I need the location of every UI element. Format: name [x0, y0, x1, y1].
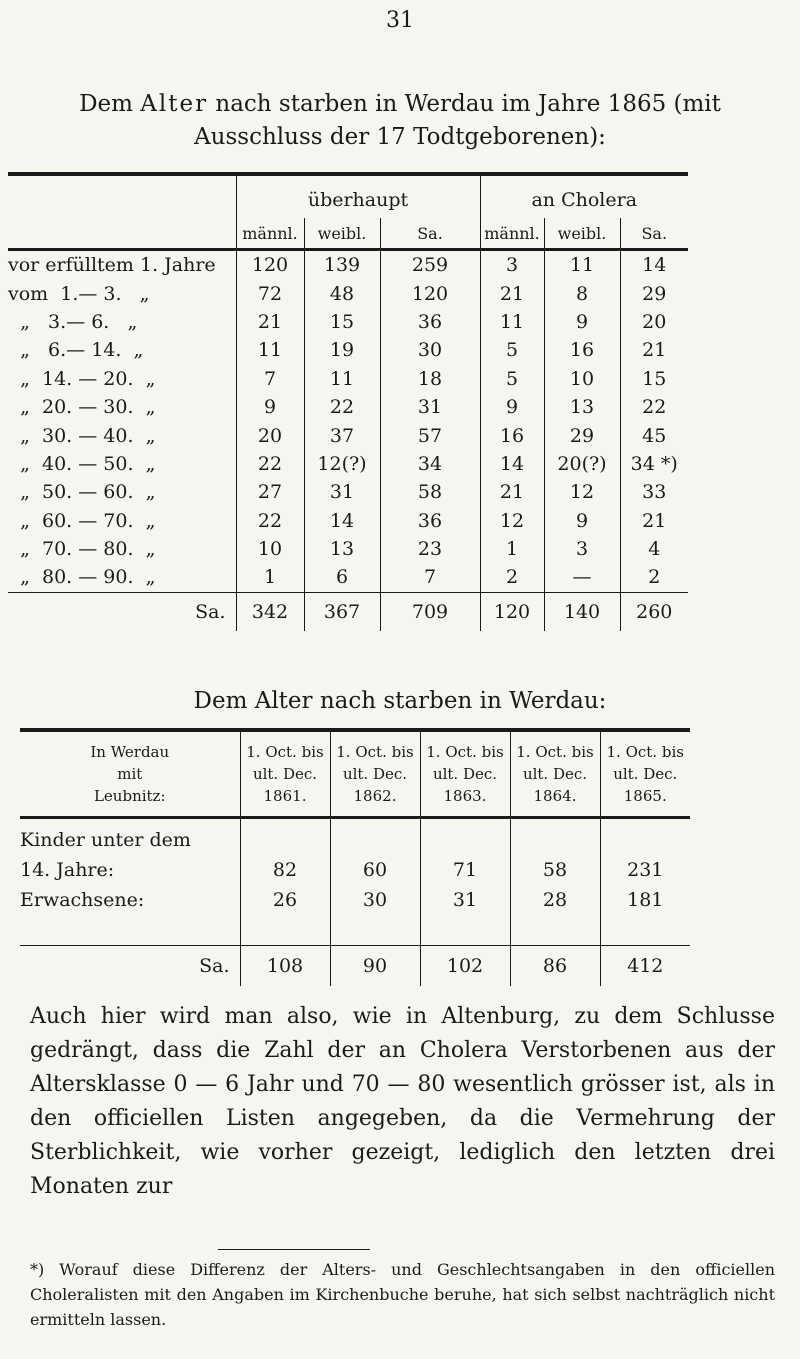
cell: 3 — [480, 250, 544, 280]
sum-cell: 709 — [380, 592, 480, 631]
cell: 82 — [240, 855, 330, 885]
sum-cell: 90 — [330, 946, 420, 987]
cell: 60 — [330, 855, 420, 885]
cell: 30 — [330, 885, 420, 915]
cell: 57 — [380, 421, 480, 449]
cell: 23 — [380, 535, 480, 563]
row-label: vom 1.— 3. „ — [8, 282, 150, 305]
table-row — [8, 365, 688, 393]
table-row — [8, 336, 688, 364]
sum-label: Sa. — [20, 946, 240, 987]
sum-cell: 120 — [480, 592, 544, 631]
table-row — [8, 563, 688, 592]
cell: 7 — [236, 365, 304, 393]
col-header: Sa. — [620, 218, 688, 250]
table-row — [8, 250, 688, 280]
table-row — [8, 535, 688, 563]
cell: 20(?) — [544, 450, 620, 478]
cell: 20 — [236, 421, 304, 449]
cell: 3 — [544, 535, 620, 563]
period-header: 1. Oct. bis ult. Dec. 1863. — [420, 732, 510, 818]
col-header: männl. — [480, 218, 544, 250]
cell: 7 — [380, 563, 480, 592]
sum-cell: 260 — [620, 592, 688, 631]
cell: 58 — [510, 855, 600, 885]
cell: 5 — [480, 365, 544, 393]
cell: 30 — [380, 336, 480, 364]
page-number: 31 — [386, 8, 414, 33]
cell: 259 — [380, 250, 480, 280]
row-label: „ 30. — 40. „ — [8, 424, 156, 447]
table1-title-line2: Ausschluss der 17 Todtgeborenen): — [194, 124, 606, 150]
group-header-overall: überhaupt — [236, 176, 480, 218]
cell: 34 *) — [620, 450, 688, 478]
cell: 15 — [304, 308, 380, 336]
cell: 16 — [480, 421, 544, 449]
row-label: „ 6.— 14. „ — [8, 339, 144, 362]
table-row — [20, 885, 690, 915]
cell: 13 — [544, 393, 620, 421]
cell: 33 — [620, 478, 688, 506]
cell: 31 — [304, 478, 380, 506]
group-header-cholera: an Cholera — [480, 176, 688, 218]
age-deaths-table-1865 — [8, 172, 688, 631]
cell: 1 — [480, 535, 544, 563]
cell: 5 — [480, 336, 544, 364]
col-header: Sa. — [380, 218, 480, 250]
cell: 14 — [620, 250, 688, 280]
table-row — [8, 308, 688, 336]
cell: 28 — [510, 885, 600, 915]
cell: 14 — [304, 507, 380, 535]
sum-label: Sa. — [8, 592, 236, 631]
cell: 10 — [236, 535, 304, 563]
row-label: „ 14. — 20. „ — [8, 367, 156, 390]
col-header: weibl. — [544, 218, 620, 250]
cell: 36 — [380, 507, 480, 535]
cell: 37 — [304, 421, 380, 449]
sum-cell: 102 — [420, 946, 510, 987]
footnote: *) Worauf diese Differenz der Alters- und Geschlechtsangaben in den officiellen Choleralisten mit den Angaben im Kirchenbuche beruhe, hat sich selbst nachträglich nicht ermitteln lassen. — [30, 1260, 775, 1329]
cell: 11 — [480, 308, 544, 336]
cell: 22 — [236, 507, 304, 535]
yearly-deaths-table — [20, 728, 690, 986]
cell: 21 — [236, 308, 304, 336]
row-label: vor erfülltem 1. Jahre — [8, 254, 216, 277]
cell: 1 — [236, 563, 304, 592]
cell: 4 — [620, 535, 688, 563]
cell: — — [544, 563, 620, 592]
sum-cell: 412 — [600, 946, 690, 987]
sum-cell: 86 — [510, 946, 600, 987]
sum-cell: 140 — [544, 592, 620, 631]
cell: 21 — [480, 478, 544, 506]
cell: 29 — [620, 279, 688, 307]
cell: 58 — [380, 478, 480, 506]
cell: 12(?) — [304, 450, 380, 478]
table1-title-line1: Dem Alter nach starben in Werdau im Jahre 1865 (mit — [79, 91, 721, 117]
cell: 6 — [304, 563, 380, 592]
cell: 11 — [544, 250, 620, 280]
cell: 22 — [304, 393, 380, 421]
row-label: „ 60. — 70. „ — [8, 509, 156, 532]
table2-title: Dem Alter nach starben in Werdau: — [193, 688, 607, 714]
table-row — [8, 393, 688, 421]
row-label: „ 40. — 50. „ — [8, 452, 156, 475]
row-label: „ 20. — 30. „ — [8, 396, 156, 419]
row-label: 14. Jahre: — [20, 859, 115, 881]
cell: 13 — [304, 535, 380, 563]
col-header: männl. — [236, 218, 304, 250]
cell: 21 — [620, 507, 688, 535]
sum-cell: 342 — [236, 592, 304, 631]
cell: 9 — [544, 308, 620, 336]
cell: 27 — [236, 478, 304, 506]
cell: 9 — [236, 393, 304, 421]
period-header: 1. Oct. bis ult. Dec. 1862. — [330, 732, 420, 818]
cell: 8 — [544, 279, 620, 307]
cell: 22 — [236, 450, 304, 478]
row-label: „ 50. — 60. „ — [8, 481, 156, 504]
cell: 120 — [236, 250, 304, 280]
cell: 11 — [304, 365, 380, 393]
table1-sum-row — [8, 592, 688, 631]
row-label: Kinder unter dem — [20, 829, 191, 851]
cell: 31 — [420, 885, 510, 915]
cell: 71 — [420, 855, 510, 885]
cell: 9 — [544, 507, 620, 535]
cell: 45 — [620, 421, 688, 449]
cell: 19 — [304, 336, 380, 364]
sum-cell: 108 — [240, 946, 330, 987]
cell: 21 — [480, 279, 544, 307]
cell: 72 — [236, 279, 304, 307]
cell: 120 — [380, 279, 480, 307]
cell: 21 — [620, 336, 688, 364]
cell: 34 — [380, 450, 480, 478]
row-label: Erwachsene: — [20, 889, 145, 911]
col-header: weibl. — [304, 218, 380, 250]
period-header: 1. Oct. bis ult. Dec. 1865. — [600, 732, 690, 818]
cell: 139 — [304, 250, 380, 280]
period-header: 1. Oct. bis ult. Dec. 1861. — [240, 732, 330, 818]
row-label: „ 3.— 6. „ — [8, 310, 138, 333]
table-row — [8, 421, 688, 449]
cell: 36 — [380, 308, 480, 336]
table-row — [8, 478, 688, 506]
footnote-rule — [218, 1249, 370, 1250]
cell: 29 — [544, 421, 620, 449]
table1-title — [0, 88, 800, 154]
cell: 22 — [620, 393, 688, 421]
cell: 2 — [620, 563, 688, 592]
cell: 12 — [544, 478, 620, 506]
cell: 48 — [304, 279, 380, 307]
row-label: „ 70. — 80. „ — [8, 538, 156, 561]
cell: 20 — [620, 308, 688, 336]
cell: 18 — [380, 365, 480, 393]
table-row — [8, 279, 688, 307]
cell: 181 — [600, 885, 690, 915]
cell: 26 — [240, 885, 330, 915]
sum-cell: 367 — [304, 592, 380, 631]
cell: 12 — [480, 507, 544, 535]
table-row — [20, 855, 690, 885]
cell: 9 — [480, 393, 544, 421]
cell: 14 — [480, 450, 544, 478]
row-label: „ 80. — 90. „ — [8, 566, 156, 589]
cell: 231 — [600, 855, 690, 885]
cell: 10 — [544, 365, 620, 393]
cell: 16 — [544, 336, 620, 364]
cell: 31 — [380, 393, 480, 421]
corner-header: In Werdau mit Leubnitz: — [20, 732, 240, 818]
table-row — [8, 450, 688, 478]
body-paragraph: Auch hier wird man also, wie in Altenburg, zu dem Schlusse gedrängt, dass die Zahl der an Cholera Verstorbenen aus der Altersklasse 0 — 6 Jahr und 70 — 80 wesentlich grösser ist, als in den officiellen Listen angegeben, da die Vermehrung der Sterblichkeit, wie vorher gezeigt, lediglich den letzten drei Monaten zur — [30, 1004, 775, 1199]
table-row — [8, 507, 688, 535]
cell: 11 — [236, 336, 304, 364]
table2-sum-row — [20, 946, 690, 987]
period-header: 1. Oct. bis ult. Dec. 1864. — [510, 732, 600, 818]
cell: 2 — [480, 563, 544, 592]
cell: 15 — [620, 365, 688, 393]
